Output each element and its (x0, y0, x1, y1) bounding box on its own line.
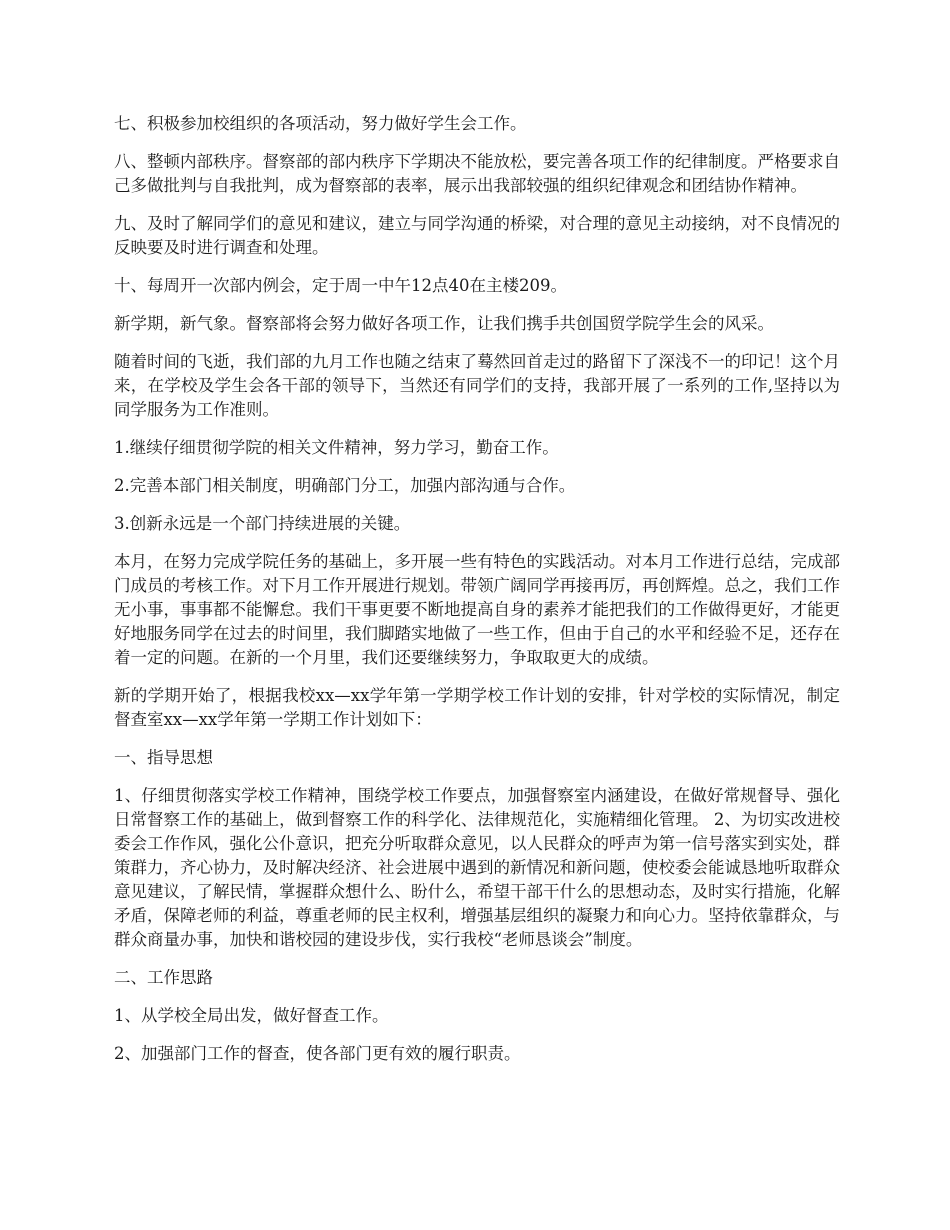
paragraph: 九、及时了解同学们的意见和建议，建立与同学沟通的桥梁，对合理的意见主动接纳，对不良情况的反映要及时进行调查和处理。 (114, 214, 840, 257)
paragraph: 随着时间的飞逝，我们部的九月工作也随之结束了蓦然回首走过的路留下了深浅不一的印记！这个月来，在学校及学生会各干部的领导下，当然还有同学们的支持，我部开展了一系列的工作,坚持以为同学服务为工作准则。 (114, 352, 840, 419)
paragraph: 本月，在努力完成学院任务的基础上，多开展一些有特色的实践活动。对本月工作进行总结，完成部门成员的考核工作。对下月工作开展进行规划。带领广阔同学再接再厉，再创辉煌。总之，我们工作无小事，事事都不能懈怠。我们干事更要不断地提高自身的素养才能把我们的工作做得更好，才能更好地服务同学在过去的时间里，我们脚踏实地做了一些工作，但由于自己的水平和经验不足，还存在着一定的问题。在新的一个月里，我们还要继续努力，争取取更大的成绩。 (114, 552, 840, 667)
list-item: 2、加强部门工作的督查，使各部门更有效的履行职责。 (114, 1044, 521, 1063)
list-item: 2.完善本部门相关制度，明确部门分工，加强内部沟通与合作。 (114, 476, 576, 495)
section-heading: 二、工作思路 (114, 968, 213, 987)
list-item: 3.创新永远是一个部门持续进展的关键。 (114, 514, 411, 533)
paragraph: 新的学期开始了，根据我校xx—xx学年第一学期学校工作计划的安排，针对学校的实际情况，制定督查室xx—xx学年第一学期工作计划如下： (114, 686, 840, 729)
section-heading: 一、指导思想 (114, 748, 213, 767)
paragraph: 1、仔细贯彻落实学校工作精神，围绕学校工作要点，加强督察室内涵建设，在做好常规督导、强化日常督察工作的基础上，做到督察工作的科学化、法律规范化，实施精细化管理。 2、为切实改进校委会工作作风，强化公仆意识，把充分听取群众意见，以人民群众的呼声为第一信号落实到实处，群策群力，齐心协力，及时解决经济、社会进展中遇到的新情况和新问题，使校委会能诚恳地听取群众意见建议，了解民情，掌握群众想什么、盼什么，希望干部干什么的思想动态，及时实行措施，化解矛盾，保障老师的利益，尊重老师的民主权利，增强基层组织的凝聚力和向心力。坚持依靠群众，与群众商量办事，加快和谐校园的建设步伐，实行我校“老师恳谈会”制度。 (114, 786, 840, 949)
paragraph: 七、积极参加校组织的各项活动，努力做好学生会工作。 (114, 114, 527, 133)
paragraph: 八、整顿内部秩序。督察部的部内秩序下学期决不能放松，要完善各项工作的纪律制度。严格要求自己多做批判与自我批判，成为督察部的表率，展示出我部较强的组织纪律观念和团结协作精神。 (114, 152, 840, 195)
paragraph: 十、每周开一次部内例会，定于周一中午12点40在主楼209。 (114, 276, 567, 295)
paragraph: 新学期，新气象。督察部将会努力做好各项工作，让我们携手共创国贸学院学生会的风采。 (114, 314, 774, 333)
list-item: 1、从学校全局出发，做好督查工作。 (114, 1006, 389, 1025)
list-item: 1.继续仔细贯彻学院的相关文件精神，努力学习，勤奋工作。 (114, 438, 559, 457)
document-page (114, 112, 840, 1080)
